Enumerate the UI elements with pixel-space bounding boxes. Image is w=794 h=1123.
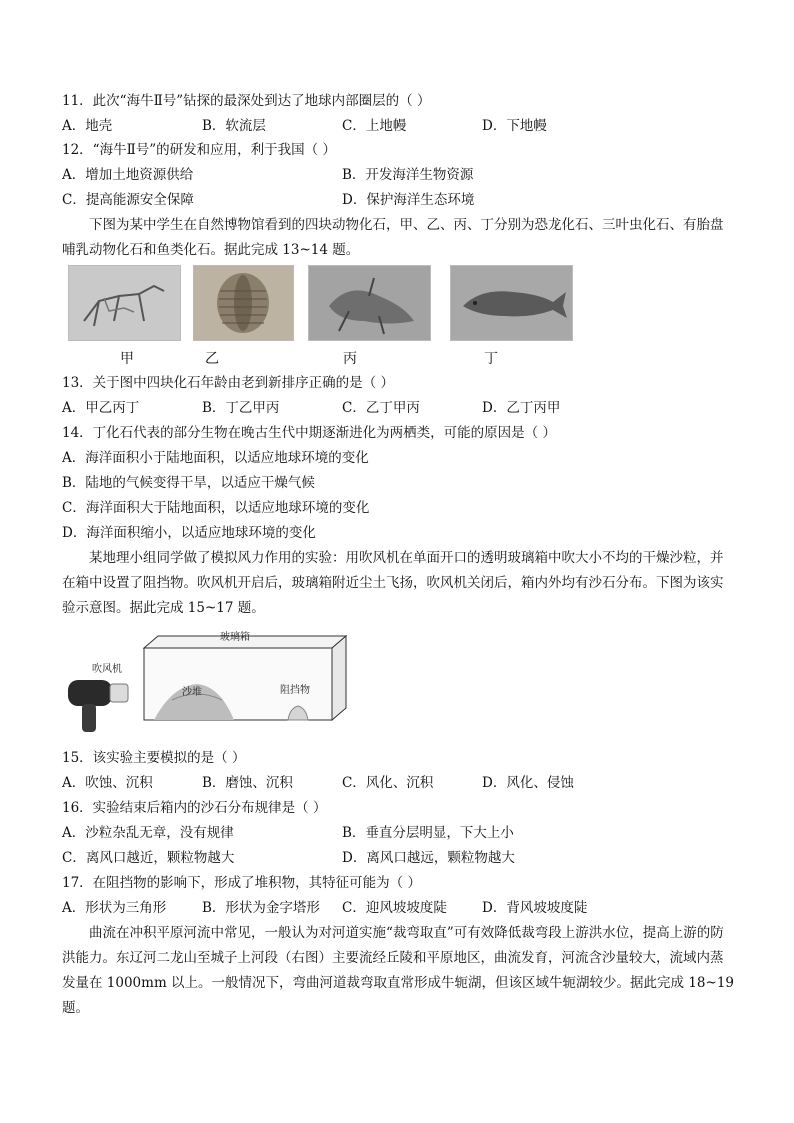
q13-option-c: C．乙丁甲丙 [342,400,420,416]
q12-stem: 12．“海牛Ⅱ号”的研发和应用，利于我国（ ） [62,142,336,158]
q16-option-d: D．离风口越远，颗粒物越大 [342,850,515,866]
fossil-photo-ding [450,265,573,341]
q15-option-a: A．吹蚀、沉积 [62,775,153,791]
q11-option-b: B．软流层 [202,118,266,134]
q16-option-a: A．沙粒杂乱无章，没有规律 [62,825,234,841]
q12-option-a: A．增加土地资源供给 [62,167,194,183]
q16-stem: 16．实验结束后箱内的沙石分布规律是（ ） [62,800,327,816]
q11-stem: 11．此次“海牛Ⅱ号”钻探的最深处到达了地球内部圈层的（ ） [62,93,431,109]
q12-option-c: C．提高能源安全保障 [62,192,194,208]
q12-option-d: D．保护海洋生态环境 [342,192,475,208]
diagram-label-blower: 吹风机 [92,664,122,675]
q17-stem: 17．在阻挡物的影响下，形成了堆积物，其特征可能为（ ） [62,875,421,891]
q14-option-b: B．陆地的气候变得干旱，以适应干燥气候 [62,475,315,491]
q17-option-b: B．形状为金字塔形 [202,900,320,916]
q17-option-a: A．形状为三角形 [62,900,167,916]
fossil-photo-jia [68,265,181,341]
q15-option-c: C．风化、沉积 [342,775,434,791]
q17-option-c: C．迎风坡坡度陡 [342,900,447,916]
q14-option-a: A．海洋面积小于陆地面积，以适应地球环境的变化 [62,450,369,466]
q15-option-d: D．风化、侵蚀 [482,775,574,791]
q13-option-a: A．甲乙丙丁 [62,400,140,416]
q16-option-c: C．离风口越近，颗粒物越大 [62,850,235,866]
q14-stem: 14．丁化石代表的部分生物在晚古生代中期逐渐进化为两栖类，可能的原因是（ ） [62,425,556,441]
diagram-label-obstacle: 阻挡物 [280,685,310,696]
q14-option-c: C．海洋面积大于陆地面积，以适应地球环境的变化 [62,500,370,516]
q17-option-d: D．背风坡坡度陡 [482,900,588,916]
fossil-photo-yi [193,265,294,341]
fossil-photo-bing [308,265,431,341]
fossil-label-jia: 甲 [120,351,134,367]
intro-13-14: 下图为某中学生在自然博物馆看到的四块动物化石，甲、乙、丙、丁分别为恐龙化石、三叶虫化石、有胎盘哺乳动物化石和鱼类化石。据此完成 13~14 题。 [62,217,724,258]
diagram-label-glass-box: 玻璃箱 [220,632,250,643]
q15-stem: 15．该实验主要模拟的是（ ） [62,750,246,766]
intro-18-19: 曲流在冲积平原河流中常见，一般认为对河道实施“裁弯取直”可有效降低裁弯段上游洪水位，提高上游的防洪能力。东辽河二龙山至城子上河段（右图）主要流经丘陵和平原地区，曲流发育，河流含沙量较大，流域内蒸发量在 1000mm 以上。一般情况下，弯曲河道裁弯取直常形成牛轭湖，但该区域牛轭湖较少。据此完成 18~19 题。 [62,925,734,1016]
q12-option-b: B．开发海洋生物资源 [342,167,474,183]
q11-option-a: A．地壳 [62,118,113,134]
q13-stem: 13．关于图中四块化石年龄由老到新排序正确的是（ ） [62,375,394,391]
q13-option-b: B．丁乙甲丙 [202,400,280,416]
q11-option-d: D．下地幔 [482,118,547,134]
intro-15-17: 某地理小组同学做了模拟风力作用的实验：用吹风机在单面开口的透明玻璃箱中吹大小不均的干燥沙粒，并在箱中设置了阻挡物。吹风机开启后，玻璃箱附近尘土飞扬，吹风机关闭后，箱内外均有沙石分布。下图为该实验示意图。据此完成 15~17 题。 [62,550,724,616]
fossil-label-yi: 乙 [205,351,219,367]
q14-option-d: D．海洋面积缩小，以适应地球环境的变化 [62,525,316,541]
q13-option-d: D．乙丁丙甲 [482,400,561,416]
wind-experiment-diagram [62,628,362,738]
fossil-label-bing: 丙 [343,351,357,367]
fossil-label-ding: 丁 [484,351,498,367]
q11-option-c: C．上地幔 [342,118,407,134]
q15-option-b: B．磨蚀、沉积 [202,775,293,791]
diagram-label-sand-pile: 沙堆 [182,687,202,698]
q16-option-b: B．垂直分层明显，下大上小 [342,825,514,841]
